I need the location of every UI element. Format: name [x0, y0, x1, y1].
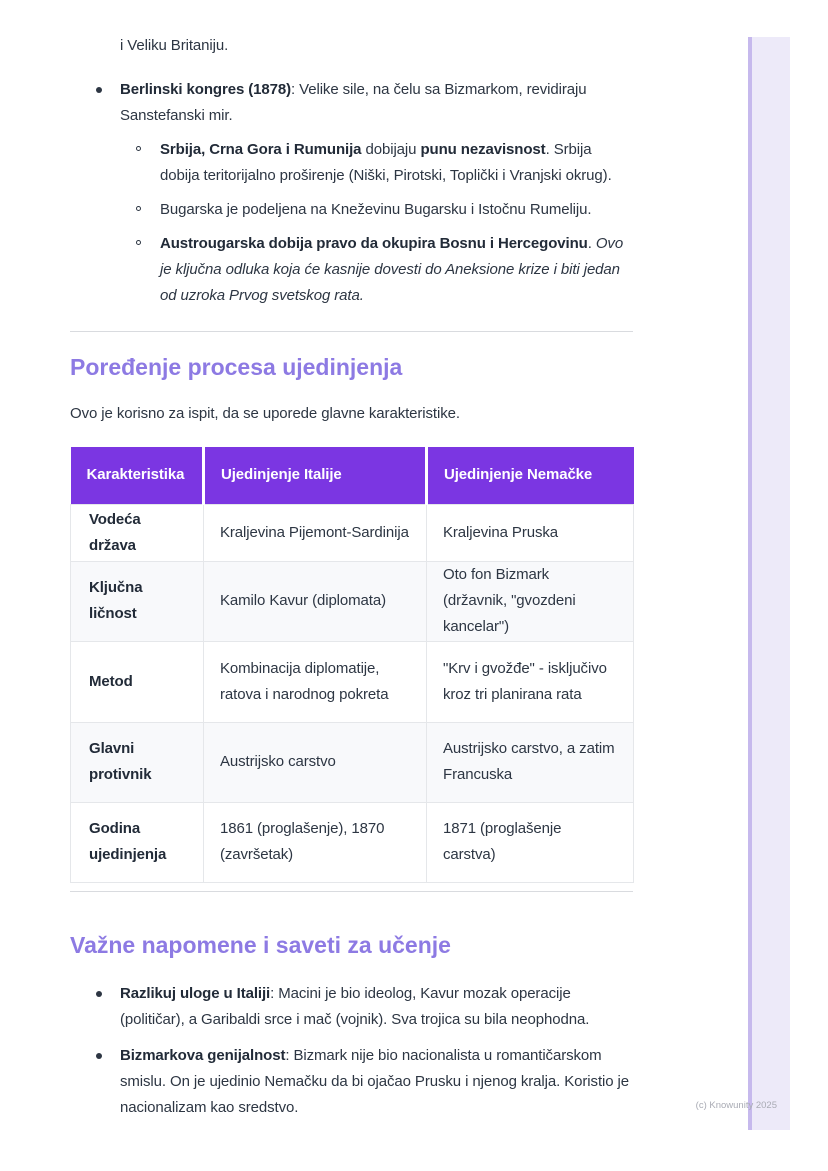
berlin-rest: : Velike sile, na čelu sa Bizmarkom, revidiraju Sanstefanski mir.	[120, 81, 587, 124]
cell-germany: "Krv i gvožđe" - isključivo kroz tri planirana rata	[427, 641, 634, 722]
list-item-text: Bugarska je podeljena na Kneževinu Bugarsku i Istočnu Rumeliju.	[160, 201, 592, 218]
sub3-text: .	[587, 235, 596, 252]
note2-text: : Bizmark nije bio nacionalista u romantičarskom smislu. On je ujedinio Nemačku da bi ojačao Prusku i njenog kralja. Koristio je nacionalizam kao sredstvo.	[120, 1046, 630, 1116]
table-row	[71, 802, 634, 882]
row-label: Metod	[71, 641, 204, 722]
list-item-bismarck-genius	[70, 1043, 633, 1121]
comparison-lead-text: Ovo je korisno za ispit, da se uporede glavne karakteristike.	[70, 405, 460, 422]
row-label: Godina ujedinjenja	[71, 802, 204, 882]
copyright-notice: (c) Knowunity 2025	[695, 1100, 777, 1111]
notes-list	[70, 981, 633, 1121]
note2-bold: Bizmarkova genijalnost	[120, 1046, 286, 1064]
row-label: Ključna ličnost	[71, 561, 204, 641]
cell-italy: Austrijsko carstvo	[204, 722, 427, 802]
list-item-austrohungary	[70, 231, 633, 309]
cell-italy: Kombinacija diplomatije, ratova i narodnog pokreta	[204, 641, 427, 722]
section-heading-comparison: Poređenje procesa ujedinjenja	[70, 354, 403, 380]
cell-italy: 1861 (proglašenje), 1870 (završetak)	[204, 802, 427, 882]
cell-germany: 1871 (proglašenje carstva)	[427, 802, 634, 882]
sub1-text1: dobijaju	[361, 141, 421, 158]
cell-italy: Kraljevina Pijemont-Sardinija	[204, 504, 427, 561]
sub1-bold1: Srbija, Crna Gora i Rumunija	[160, 141, 362, 158]
bullet-icon	[95, 981, 120, 1033]
divider	[70, 331, 633, 332]
list-item-text	[160, 231, 633, 309]
berlin-sublist	[70, 137, 633, 309]
circle-bullet-icon	[135, 137, 160, 189]
list-item-serbia	[70, 137, 633, 189]
paragraph-continuation	[70, 33, 633, 59]
table-row	[71, 641, 634, 722]
berlin-bold: Berlinski kongres (1878)	[120, 81, 292, 98]
cell-germany: Oto fon Bizmark (državnik, "gvozdeni kancelar")	[427, 561, 634, 641]
list-item-bulgaria	[70, 197, 633, 223]
continuation-text: i Veliku Britaniju.	[120, 37, 229, 54]
sub1-bold2: punu nezavisnost	[420, 141, 546, 158]
list-item-text	[120, 981, 633, 1033]
table-header-germany: Ujedinjenje Nemačke	[427, 447, 634, 504]
sub1-text2: . Srbija dobija teritorijalno proširenje (Niški, Pirotski, Toplički i Vranjski okrug).	[160, 141, 612, 184]
note1-text: : Macini je bio ideolog, Kavur mozak operacije (političar), a Garibaldi srce i mač (vojnik). Sva trojica su bila neophodna.	[120, 984, 590, 1028]
cell-germany: Kraljevina Pruska	[427, 504, 634, 561]
cell-italy: Kamilo Kavur (diplomata)	[204, 561, 427, 641]
table-header-row	[71, 447, 634, 504]
divider	[70, 891, 633, 892]
row-label: Glavni protivnik	[71, 722, 204, 802]
bullet-icon	[95, 1043, 120, 1121]
row-label: Vodeća država	[71, 504, 204, 561]
list-item-text	[120, 1043, 633, 1121]
comparison-table	[70, 447, 634, 883]
list-item-berlin-congress	[70, 77, 633, 129]
circle-bullet-icon	[135, 197, 160, 223]
circle-bullet-icon	[135, 231, 160, 309]
note1-bold: Razlikuj uloge u Italiji	[120, 984, 271, 1002]
cell-germany: Austrijsko carstvo, a zatim Francuska	[427, 722, 634, 802]
bullet-icon	[95, 77, 120, 129]
list-item-roles-italy	[70, 981, 633, 1033]
list-item-text	[160, 137, 633, 189]
table-row	[71, 722, 634, 802]
sub3-italic: Ovo je ključna odluka koja će kasnije dovesti do Aneksione krize i biti jedan od uzroka Prvog svetskog rata.	[160, 235, 624, 304]
document-content	[70, 0, 633, 1121]
table-header-characteristic: Karakteristika	[71, 447, 204, 504]
section-heading-notes: Važne napomene i saveti za učenje	[70, 931, 451, 958]
list-item-text	[120, 77, 633, 129]
table-row	[71, 504, 634, 561]
sub3-bold: Austrougarska dobija pravo da okupira Bosnu i Hercegovinu	[160, 235, 588, 252]
table-header-italy: Ujedinjenje Italije	[204, 447, 427, 504]
table-row	[71, 561, 634, 641]
page-scroll-strip[interactable]	[748, 37, 790, 1130]
